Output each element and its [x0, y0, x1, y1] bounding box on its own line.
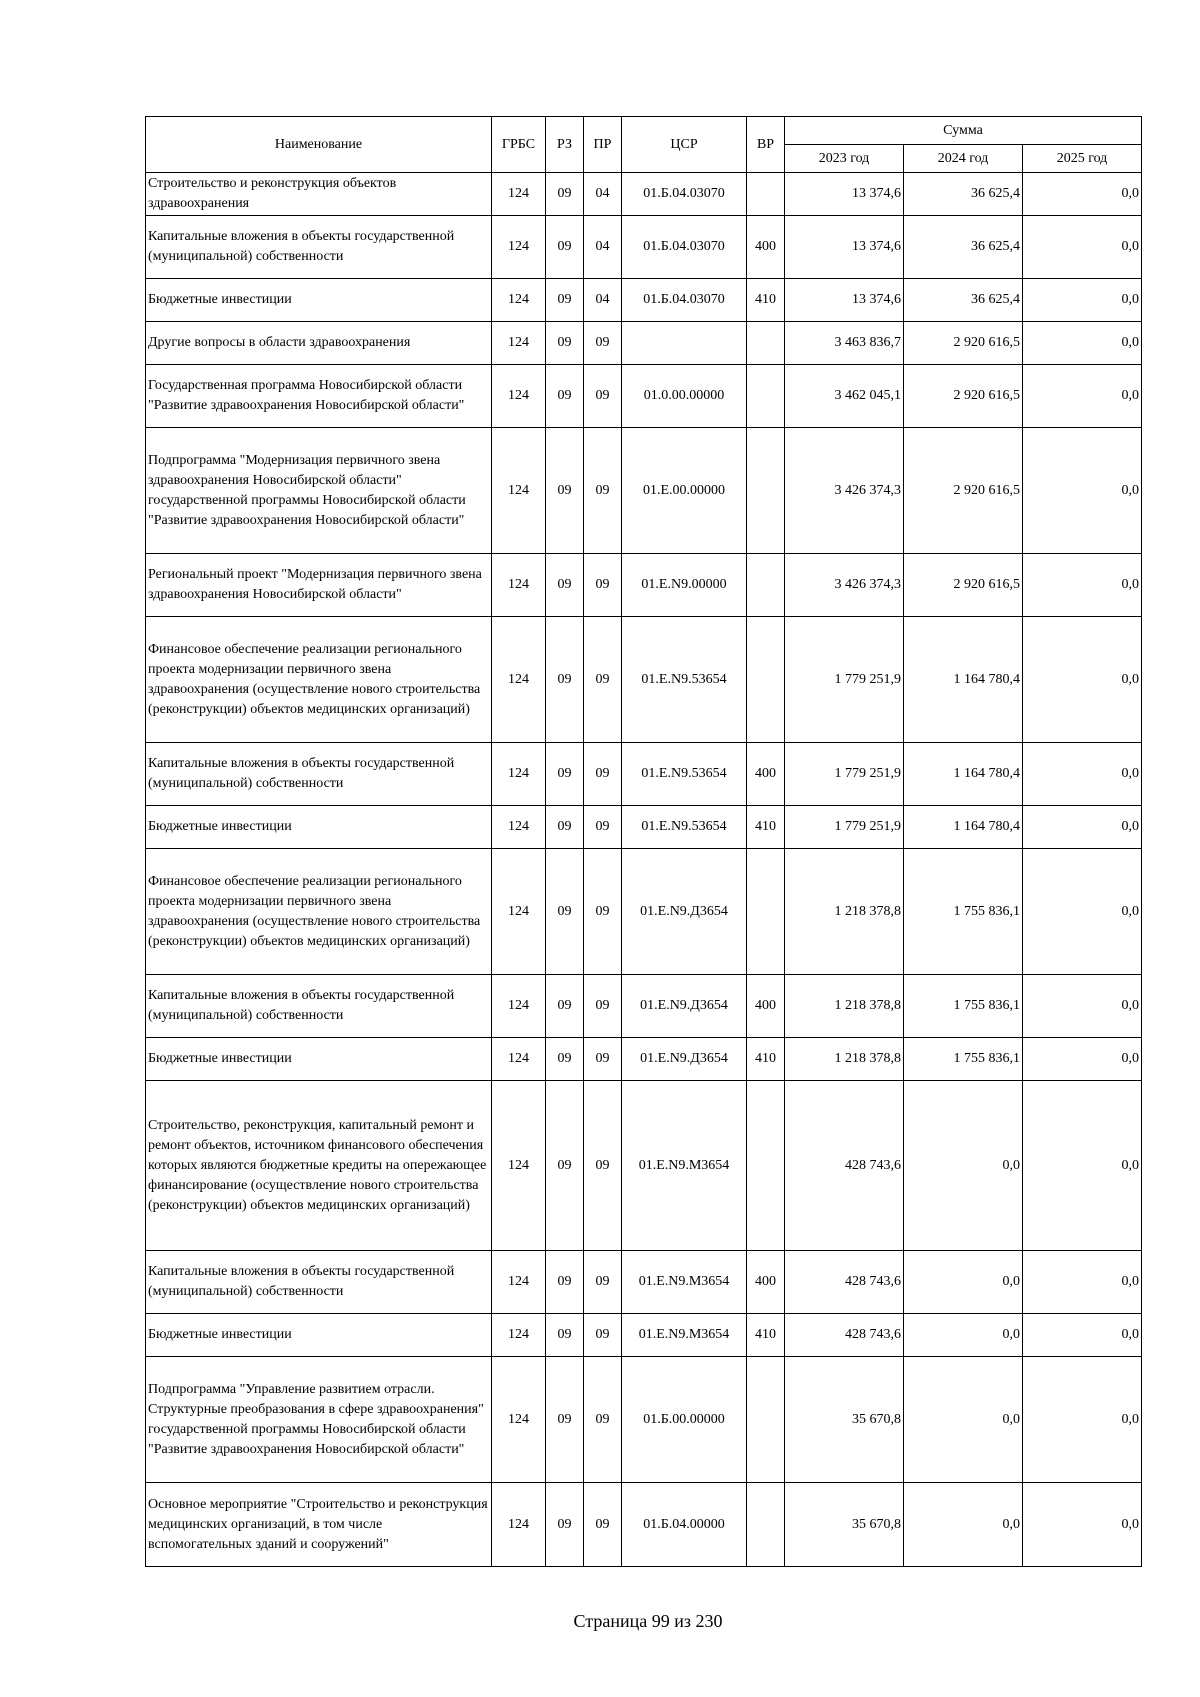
- table-row: [146, 1483, 1142, 1567]
- cell-y2024: 2 920 616,5: [904, 554, 1023, 617]
- cell-pr: 09: [584, 849, 622, 975]
- cell-y2025: 0,0: [1023, 322, 1142, 365]
- cell-grbs: 124: [492, 849, 546, 975]
- cell-rz: 09: [546, 216, 584, 279]
- table-row: [146, 1251, 1142, 1314]
- header-vr: ВР: [747, 117, 785, 173]
- cell-pr: 09: [584, 322, 622, 365]
- header-2025: 2025 год: [1023, 145, 1142, 173]
- cell-y2023: 3 463 836,7: [785, 322, 904, 365]
- cell-y2024: 0,0: [904, 1314, 1023, 1357]
- budget-table: [145, 116, 1142, 1567]
- cell-y2024: 1 755 836,1: [904, 849, 1023, 975]
- cell-y2024: 2 920 616,5: [904, 428, 1023, 554]
- cell-csr: 01.Б.04.03070: [622, 279, 747, 322]
- cell-grbs: 124: [492, 554, 546, 617]
- cell-y2023: 13 374,6: [785, 279, 904, 322]
- cell-vr: [747, 173, 785, 216]
- cell-vr: [747, 1357, 785, 1483]
- cell-y2023: 3 426 374,3: [785, 554, 904, 617]
- table-row: [146, 1314, 1142, 1357]
- cell-pr: 09: [584, 1251, 622, 1314]
- cell-vr: [747, 849, 785, 975]
- cell-vr: 400: [747, 743, 785, 806]
- cell-y2025: 0,0: [1023, 1081, 1142, 1251]
- cell-y2025: 0,0: [1023, 1483, 1142, 1567]
- cell-name: Капитальные вложения в объекты государственной (муниципальной) собственности: [146, 1251, 492, 1314]
- cell-vr: [747, 428, 785, 554]
- header-grbs: ГРБС: [492, 117, 546, 173]
- cell-vr: 400: [747, 1251, 785, 1314]
- cell-y2025: 0,0: [1023, 975, 1142, 1038]
- table-row: [146, 806, 1142, 849]
- cell-vr: [747, 365, 785, 428]
- cell-y2024: 1 164 780,4: [904, 806, 1023, 849]
- cell-rz: 09: [546, 428, 584, 554]
- cell-pr: 09: [584, 1081, 622, 1251]
- cell-y2023: 1 779 251,9: [785, 806, 904, 849]
- cell-grbs: 124: [492, 975, 546, 1038]
- cell-name: Бюджетные инвестиции: [146, 279, 492, 322]
- cell-vr: [747, 322, 785, 365]
- cell-grbs: 124: [492, 279, 546, 322]
- cell-vr: [747, 1081, 785, 1251]
- header-name: Наименование: [146, 117, 492, 173]
- cell-csr: 01.Е.N9.М3654: [622, 1251, 747, 1314]
- cell-grbs: 124: [492, 1357, 546, 1483]
- cell-rz: 09: [546, 617, 584, 743]
- cell-y2023: 13 374,6: [785, 216, 904, 279]
- cell-y2025: 0,0: [1023, 1314, 1142, 1357]
- cell-pr: 04: [584, 173, 622, 216]
- cell-rz: 09: [546, 1314, 584, 1357]
- cell-y2023: 35 670,8: [785, 1357, 904, 1483]
- cell-pr: 09: [584, 1314, 622, 1357]
- cell-y2023: 3 462 045,1: [785, 365, 904, 428]
- cell-pr: 09: [584, 554, 622, 617]
- cell-y2025: 0,0: [1023, 1038, 1142, 1081]
- cell-vr: 400: [747, 975, 785, 1038]
- cell-rz: 09: [546, 1038, 584, 1081]
- cell-y2024: 36 625,4: [904, 279, 1023, 322]
- cell-y2023: 1 779 251,9: [785, 743, 904, 806]
- cell-csr: 01.0.00.00000: [622, 365, 747, 428]
- cell-csr: 01.Б.04.03070: [622, 173, 747, 216]
- cell-y2024: 0,0: [904, 1251, 1023, 1314]
- cell-pr: 09: [584, 743, 622, 806]
- table-row: [146, 617, 1142, 743]
- table-row: [146, 1081, 1142, 1251]
- cell-pr: 04: [584, 216, 622, 279]
- page-number: Страница 99 из 230: [573, 1611, 723, 1631]
- cell-y2024: 0,0: [904, 1483, 1023, 1567]
- cell-y2025: 0,0: [1023, 1251, 1142, 1314]
- cell-y2024: 0,0: [904, 1357, 1023, 1483]
- table-row: [146, 849, 1142, 975]
- cell-csr: [622, 322, 747, 365]
- cell-name: Капитальные вложения в объекты государственной (муниципальной) собственности: [146, 975, 492, 1038]
- cell-vr: 410: [747, 1314, 785, 1357]
- cell-y2023: 428 743,6: [785, 1251, 904, 1314]
- cell-csr: 01.Б.04.00000: [622, 1483, 747, 1567]
- cell-grbs: 124: [492, 428, 546, 554]
- cell-vr: 410: [747, 806, 785, 849]
- cell-csr: 01.Е.N9.М3654: [622, 1314, 747, 1357]
- cell-name: Государственная программа Новосибирской области "Развитие здравоохранения Новосибирской области": [146, 365, 492, 428]
- cell-rz: 09: [546, 806, 584, 849]
- cell-pr: 09: [584, 975, 622, 1038]
- cell-y2023: 428 743,6: [785, 1314, 904, 1357]
- cell-csr: 01.Е.N9.Д3654: [622, 975, 747, 1038]
- cell-y2024: 36 625,4: [904, 216, 1023, 279]
- cell-vr: [747, 554, 785, 617]
- cell-vr: 410: [747, 279, 785, 322]
- cell-grbs: 124: [492, 1251, 546, 1314]
- header-csr: ЦСР: [622, 117, 747, 173]
- cell-y2025: 0,0: [1023, 1357, 1142, 1483]
- cell-csr: 01.Е.00.00000: [622, 428, 747, 554]
- cell-csr: 01.Б.04.03070: [622, 216, 747, 279]
- cell-pr: 09: [584, 428, 622, 554]
- cell-name: Капитальные вложения в объекты государственной (муниципальной) собственности: [146, 216, 492, 279]
- cell-rz: 09: [546, 365, 584, 428]
- table-row: [146, 216, 1142, 279]
- table-row: [146, 554, 1142, 617]
- cell-pr: 09: [584, 1357, 622, 1483]
- table-body: [146, 173, 1142, 1567]
- cell-vr: [747, 1483, 785, 1567]
- cell-y2024: 0,0: [904, 1081, 1023, 1251]
- cell-y2023: 1 218 378,8: [785, 1038, 904, 1081]
- cell-rz: 09: [546, 743, 584, 806]
- cell-vr: [747, 617, 785, 743]
- cell-name: Бюджетные инвестиции: [146, 1314, 492, 1357]
- cell-vr: 400: [747, 216, 785, 279]
- cell-y2025: 0,0: [1023, 428, 1142, 554]
- cell-pr: 09: [584, 617, 622, 743]
- cell-rz: 09: [546, 1081, 584, 1251]
- cell-grbs: 124: [492, 1038, 546, 1081]
- cell-y2025: 0,0: [1023, 216, 1142, 279]
- cell-rz: 09: [546, 1483, 584, 1567]
- cell-rz: 09: [546, 554, 584, 617]
- header-rz: РЗ: [546, 117, 584, 173]
- cell-pr: 09: [584, 1038, 622, 1081]
- cell-y2024: 36 625,4: [904, 173, 1023, 216]
- cell-y2024: 2 920 616,5: [904, 322, 1023, 365]
- cell-y2025: 0,0: [1023, 806, 1142, 849]
- table-row: [146, 975, 1142, 1038]
- cell-pr: 09: [584, 365, 622, 428]
- cell-name: Финансовое обеспечение реализации регионального проекта модернизации первичного звена здравоохранения (осуществление нового строительства (реконструкции) объектов медицинских организаций): [146, 617, 492, 743]
- cell-grbs: 124: [492, 1081, 546, 1251]
- cell-y2023: 3 426 374,3: [785, 428, 904, 554]
- cell-name: Строительство, реконструкция, капитальный ремонт и ремонт объектов, источником финансового обеспечения которых являются бюджетные кредиты на опережающее финансирование (осуществление нового строительства (реконструкции) объектов медицинских организаций): [146, 1081, 492, 1251]
- cell-y2023: 1 218 378,8: [785, 975, 904, 1038]
- cell-csr: 01.Е.N9.Д3654: [622, 849, 747, 975]
- cell-y2024: 1 164 780,4: [904, 617, 1023, 743]
- cell-rz: 09: [546, 1251, 584, 1314]
- cell-csr: 01.Е.N9.00000: [622, 554, 747, 617]
- cell-rz: 09: [546, 173, 584, 216]
- table-row: [146, 365, 1142, 428]
- cell-grbs: 124: [492, 173, 546, 216]
- cell-csr: 01.Б.00.00000: [622, 1357, 747, 1483]
- cell-csr: 01.Е.N9.Д3654: [622, 1038, 747, 1081]
- header-pr: ПР: [584, 117, 622, 173]
- cell-name: Капитальные вложения в объекты государственной (муниципальной) собственности: [146, 743, 492, 806]
- cell-y2024: 1 164 780,4: [904, 743, 1023, 806]
- cell-grbs: 124: [492, 216, 546, 279]
- cell-y2025: 0,0: [1023, 279, 1142, 322]
- table-row: [146, 173, 1142, 216]
- table-header: [146, 117, 1142, 173]
- header-sum: Сумма: [785, 117, 1142, 145]
- cell-name: Другие вопросы в области здравоохранения: [146, 322, 492, 365]
- cell-name: Строительство и реконструкция объектов здравоохранения: [146, 173, 492, 216]
- cell-vr: 410: [747, 1038, 785, 1081]
- cell-csr: 01.Е.N9.53654: [622, 743, 747, 806]
- cell-grbs: 124: [492, 743, 546, 806]
- cell-y2024: 1 755 836,1: [904, 1038, 1023, 1081]
- cell-rz: 09: [546, 1357, 584, 1483]
- cell-name: Подпрограмма "Модернизация первичного звена здравоохранения Новосибирской области" государственной программы Новосибирской области "Развитие здравоохранения Новосибирской области": [146, 428, 492, 554]
- cell-y2023: 1 779 251,9: [785, 617, 904, 743]
- cell-pr: 09: [584, 806, 622, 849]
- table-row: [146, 1357, 1142, 1483]
- cell-rz: 09: [546, 279, 584, 322]
- cell-name: Основное мероприятие "Строительство и реконструкция медицинских организаций, в том числе вспомогательных зданий и сооружений": [146, 1483, 492, 1567]
- cell-grbs: 124: [492, 365, 546, 428]
- cell-y2025: 0,0: [1023, 173, 1142, 216]
- cell-rz: 09: [546, 322, 584, 365]
- header-2024: 2024 год: [904, 145, 1023, 173]
- cell-y2025: 0,0: [1023, 849, 1142, 975]
- cell-grbs: 124: [492, 322, 546, 365]
- cell-pr: 09: [584, 1483, 622, 1567]
- cell-csr: 01.Е.N9.М3654: [622, 1081, 747, 1251]
- cell-y2023: 13 374,6: [785, 173, 904, 216]
- cell-name: Региональный проект "Модернизация первичного звена здравоохранения Новосибирской области": [146, 554, 492, 617]
- cell-y2024: 2 920 616,5: [904, 365, 1023, 428]
- cell-name: Финансовое обеспечение реализации регионального проекта модернизации первичного звена здравоохранения (осуществление нового строительства (реконструкции) объектов медицинских организаций): [146, 849, 492, 975]
- table-row: [146, 743, 1142, 806]
- cell-name: Бюджетные инвестиции: [146, 806, 492, 849]
- cell-grbs: 124: [492, 617, 546, 743]
- table-row: [146, 1038, 1142, 1081]
- cell-name: Бюджетные инвестиции: [146, 1038, 492, 1081]
- table-row: [146, 322, 1142, 365]
- cell-y2025: 0,0: [1023, 554, 1142, 617]
- header-2023: 2023 год: [785, 145, 904, 173]
- cell-grbs: 124: [492, 806, 546, 849]
- cell-grbs: 124: [492, 1314, 546, 1357]
- cell-y2023: 1 218 378,8: [785, 849, 904, 975]
- cell-pr: 04: [584, 279, 622, 322]
- table-row: [146, 428, 1142, 554]
- table-row: [146, 279, 1142, 322]
- cell-csr: 01.Е.N9.53654: [622, 617, 747, 743]
- cell-grbs: 124: [492, 1483, 546, 1567]
- cell-y2024: 1 755 836,1: [904, 975, 1023, 1038]
- cell-rz: 09: [546, 975, 584, 1038]
- cell-csr: 01.Е.N9.53654: [622, 806, 747, 849]
- cell-y2025: 0,0: [1023, 743, 1142, 806]
- cell-y2025: 0,0: [1023, 365, 1142, 428]
- cell-y2023: 35 670,8: [785, 1483, 904, 1567]
- cell-y2023: 428 743,6: [785, 1081, 904, 1251]
- cell-rz: 09: [546, 849, 584, 975]
- cell-name: Подпрограмма "Управление развитием отрасли. Структурные преобразования в сфере здравоохранения" государственной программы Новосибирской области "Развитие здравоохранения Новосибирской области": [146, 1357, 492, 1483]
- cell-y2025: 0,0: [1023, 617, 1142, 743]
